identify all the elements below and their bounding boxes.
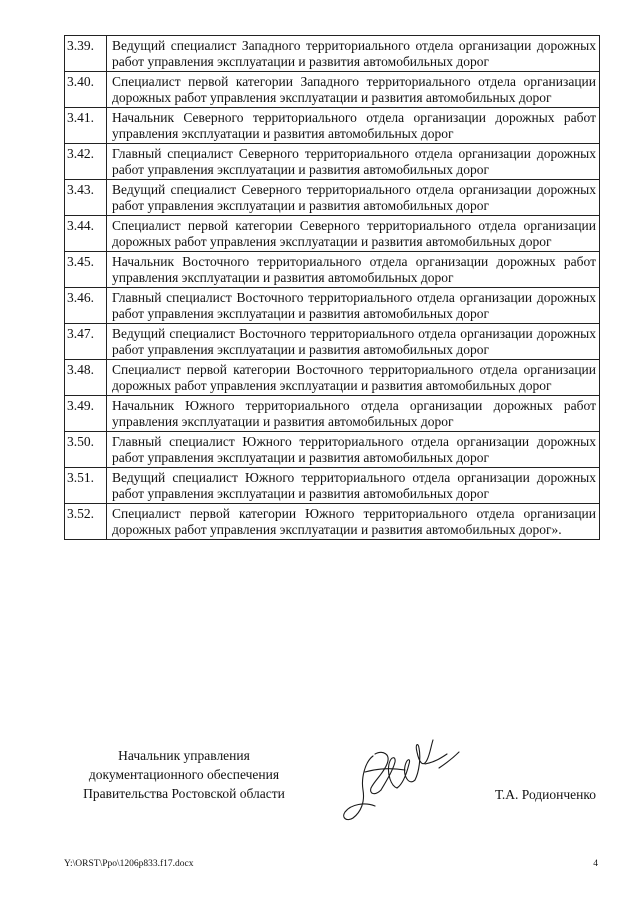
table-row [65, 288, 600, 324]
row-number: 3.52. [65, 504, 107, 540]
table-row [65, 504, 600, 540]
row-number: 3.42. [65, 144, 107, 180]
row-text: Специалист первой категории Восточного территориального отдела организации дорожных работ управления эксплуатации и развития автомобильных дорог [107, 360, 600, 396]
row-number: 3.47. [65, 324, 107, 360]
row-text: Главный специалист Южного территориального отдела организации дорожных работ управления эксплуатации и развития автомобильных дорог [107, 432, 600, 468]
row-number: 3.48. [65, 360, 107, 396]
table-row [65, 36, 600, 72]
handwritten-signature [335, 728, 465, 823]
positions-table [64, 35, 600, 540]
signatory-position-line: Начальник управления [118, 748, 250, 763]
row-text: Ведущий специалист Восточного территориального отдела организации дорожных работ управления эксплуатации и развития автомобильных дорог [107, 324, 600, 360]
signatory-position [60, 746, 308, 803]
row-number: 3.40. [65, 72, 107, 108]
row-text: Ведущий специалист Западного территориального отдела организации дорожных работ управления эксплуатации и развития автомобильных дорог [107, 36, 600, 72]
table-row [65, 468, 600, 504]
signer-name: Т.А. Родионченко [495, 787, 596, 802]
page-number: 4 [593, 859, 598, 869]
row-number: 3.46. [65, 288, 107, 324]
row-text: Специалист первой категории Западного территориального отдела организации дорожных работ управления эксплуатации и развития автомобильных дорог [107, 72, 600, 108]
table-row [65, 252, 600, 288]
row-number: 3.49. [65, 396, 107, 432]
footer-file-path: Y:\ORST\Ppo\1206p833.f17.docx [64, 859, 194, 869]
table-row [65, 432, 600, 468]
row-text: Специалист первой категории Южного территориального отдела организации дорожных работ управления эксплуатации и развития автомобильных дорог». [107, 504, 600, 540]
row-number: 3.44. [65, 216, 107, 252]
row-text: Начальник Восточного территориального отдела организации дорожных работ управления эксплуатации и развития автомобильных дорог [107, 252, 600, 288]
row-number: 3.41. [65, 108, 107, 144]
table-row [65, 324, 600, 360]
table-row [65, 144, 600, 180]
signatory-position-line: документационного обеспечения [88, 767, 280, 782]
table-row [65, 108, 600, 144]
table-row [65, 72, 600, 108]
row-text: Главный специалист Восточного территориального отдела организации дорожных работ управления эксплуатации и развития автомобильных дорог [107, 288, 600, 324]
table-row [65, 396, 600, 432]
table-row [65, 360, 600, 396]
signatory-position-line: Правительства Ростовской области [83, 786, 285, 801]
table-row [65, 216, 600, 252]
row-text: Специалист первой категории Северного территориального отдела организации дорожных работ управления эксплуатации и развития автомобильных дорог [107, 216, 600, 252]
row-number: 3.43. [65, 180, 107, 216]
row-text: Начальник Северного территориального отдела организации дорожных работ управления эксплуатации и развития автомобильных дорог [107, 108, 600, 144]
table-row [65, 180, 600, 216]
row-number: 3.39. [65, 36, 107, 72]
row-text: Ведущий специалист Северного территориального отдела организации дорожных работ управления эксплуатации и развития автомобильных дорог [107, 180, 600, 216]
row-text: Начальник Южного территориального отдела организации дорожных работ управления эксплуатации и развития автомобильных дорог [107, 396, 600, 432]
row-text: Главный специалист Северного территориального отдела организации дорожных работ управления эксплуатации и развития автомобильных дорог [107, 144, 600, 180]
row-number: 3.50. [65, 432, 107, 468]
row-text: Ведущий специалист Южного территориального отдела организации дорожных работ управления эксплуатации и развития автомобильных дорог [107, 468, 600, 504]
row-number: 3.51. [65, 468, 107, 504]
row-number: 3.45. [65, 252, 107, 288]
